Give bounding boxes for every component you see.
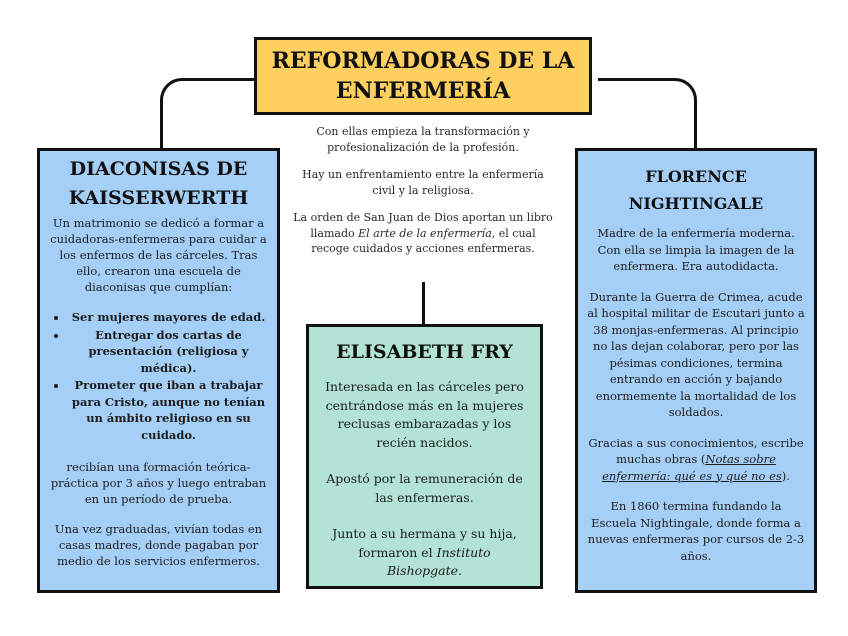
florence-p3: [586, 435, 806, 485]
main-title-box: [254, 37, 592, 115]
center-note-3-text: La orden de San Juan de Dios aportan un libro llamado: [293, 211, 553, 240]
diaconisas-title-line-2: KAISSERWERTH: [68, 187, 249, 209]
diaconisas-box: [37, 148, 280, 593]
center-notes: [292, 124, 554, 269]
diaconisas-title: [48, 155, 269, 213]
florence-p4: En 1860 termina fundando la Escuela Nightingale, donde forma a nuevas enfermeras por cursos de 2-3 años.: [587, 499, 805, 563]
connector-center: [422, 282, 425, 326]
elisabeth-fry-p3-text: Junto a su hermana y su hija, formaron el: [332, 526, 517, 560]
center-note-3-end: , el cual recoge cuidados y acciones enfermeras.: [311, 226, 536, 255]
florence-p1: Madre de la enfermería moderna. Con ella se limpia la imagen de la enfermera. Era autodidacta.: [597, 226, 795, 273]
florence-title: FLORENCE NIGHTINGALE: [628, 167, 764, 213]
connector-left: [160, 78, 257, 153]
elisabeth-fry-title: ELISABETH FRY: [336, 341, 513, 363]
main-title-line-1: REFORMADORAS DE LA: [271, 48, 575, 74]
center-note-3: [292, 210, 554, 257]
elisabeth-fry-p3: [319, 525, 530, 581]
florence-p3-end: ).: [781, 468, 790, 483]
book-link[interactable]: Notas sobre enfermería: qué es y qué no es: [602, 452, 782, 483]
main-title-line-2: ENFERMERÍA: [335, 78, 511, 104]
diaconisas-graduation: Una vez graduadas, vivían todas en casas madres, donde pagaban por medio de los servicios enfermeros.: [54, 522, 263, 568]
requirement-item: • Ser mujeres mayores de edad.: [68, 309, 269, 326]
connector-right: [598, 78, 697, 153]
diaconisas-title-line-1: DIACONISAS DE: [69, 158, 248, 180]
elisabeth-fry-p3-end: .: [458, 563, 463, 578]
main-title: [272, 46, 575, 106]
florence-p2: Durante la Guerra de Crimea, acude al hospital militar de Escutari junto a 38 monjas-enfermeras. Al principio no las dejan colaborar, pero por las pésimas condiciones, termina entrando en acción y bajando enormemente la mortalidad de los soldados.: [587, 289, 805, 419]
requirement-item: • Entregar dos cartas de presentación (religiosa y médica).: [68, 327, 269, 377]
elisabeth-fry-p1: Interesada en las cárceles pero centrándose más en la mujeres reclusas embarazadas y los recién nacidos.: [325, 379, 524, 450]
requirement-item: • Prometer que iban a trabajar para Cristo, aunque no tenían un ámbito religioso en su cuidado.: [68, 377, 269, 443]
florence-box: [575, 148, 817, 593]
requirements-list: [48, 309, 269, 443]
florence-p3-text: Gracias a sus conocimientos, escribe muchas obras (: [588, 435, 804, 466]
diaconisas-training: recibían una formación teórica-práctica por 3 años y luego entraban en un período de prueba.: [50, 460, 267, 506]
elisabeth-fry-box: [306, 324, 543, 589]
center-note-1: Con ellas empieza la transformación y profesionalización de la profesión.: [316, 125, 530, 154]
center-note-2: Hay un enfrentamiento entre la enfermería civil y la religiosa.: [302, 168, 544, 197]
book-title: El arte de la enfermería: [358, 226, 492, 240]
institute-name: Instituto Bishopgate: [386, 544, 491, 578]
elisabeth-fry-p2: Apostó por la remuneración de las enfermeras.: [326, 471, 523, 505]
diaconisas-intro: Un matrimonio se dedicó a formar a cuidadoras-enfermeras para cuidar a los enfermos de las cárceles. Tras ello, crearon una escuela de diaconisas que cumplían:: [50, 216, 267, 294]
